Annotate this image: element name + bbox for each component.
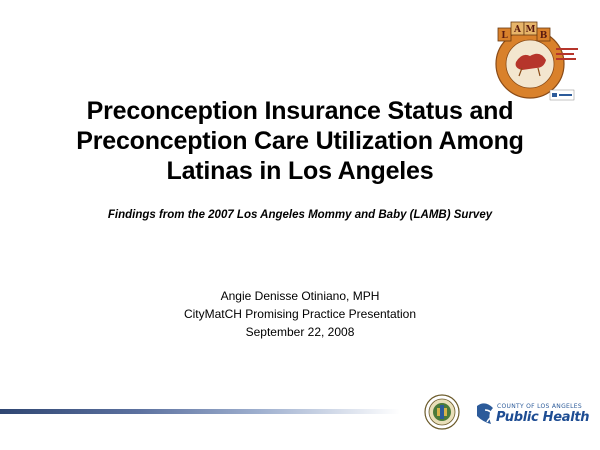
public-health-text: Public Health [496, 410, 590, 425]
lamb-letter-a: A [514, 25, 521, 35]
footer-bar [0, 409, 400, 414]
slide-title [20, 96, 580, 186]
presenter-block [100, 287, 500, 341]
title-line-2: Preconception Care Utilization Among [76, 127, 524, 155]
public-health-county-text: COUNTY OF LOS ANGELES [497, 403, 582, 410]
county-seal-logo [424, 394, 460, 430]
slide-subtitle: Findings from the 2007 Los Angeles Mommy and Baby (LAMB) Survey [107, 209, 493, 221]
presentation-date: September 22, 2008 [245, 325, 355, 339]
lamb-letter-l: L [501, 31, 508, 41]
title-line-3: Latinas in Los Angeles [166, 157, 434, 185]
presentation-event: CityMatCH Promising Practice Presentation [183, 307, 417, 321]
presenter-name: Angie Denisse Otiniano, MPH [220, 289, 380, 303]
title-line-1: Preconception Insurance Status and [86, 97, 514, 125]
lamb-letter-m: M [525, 25, 536, 35]
lamb-letter-b: B [539, 31, 548, 41]
